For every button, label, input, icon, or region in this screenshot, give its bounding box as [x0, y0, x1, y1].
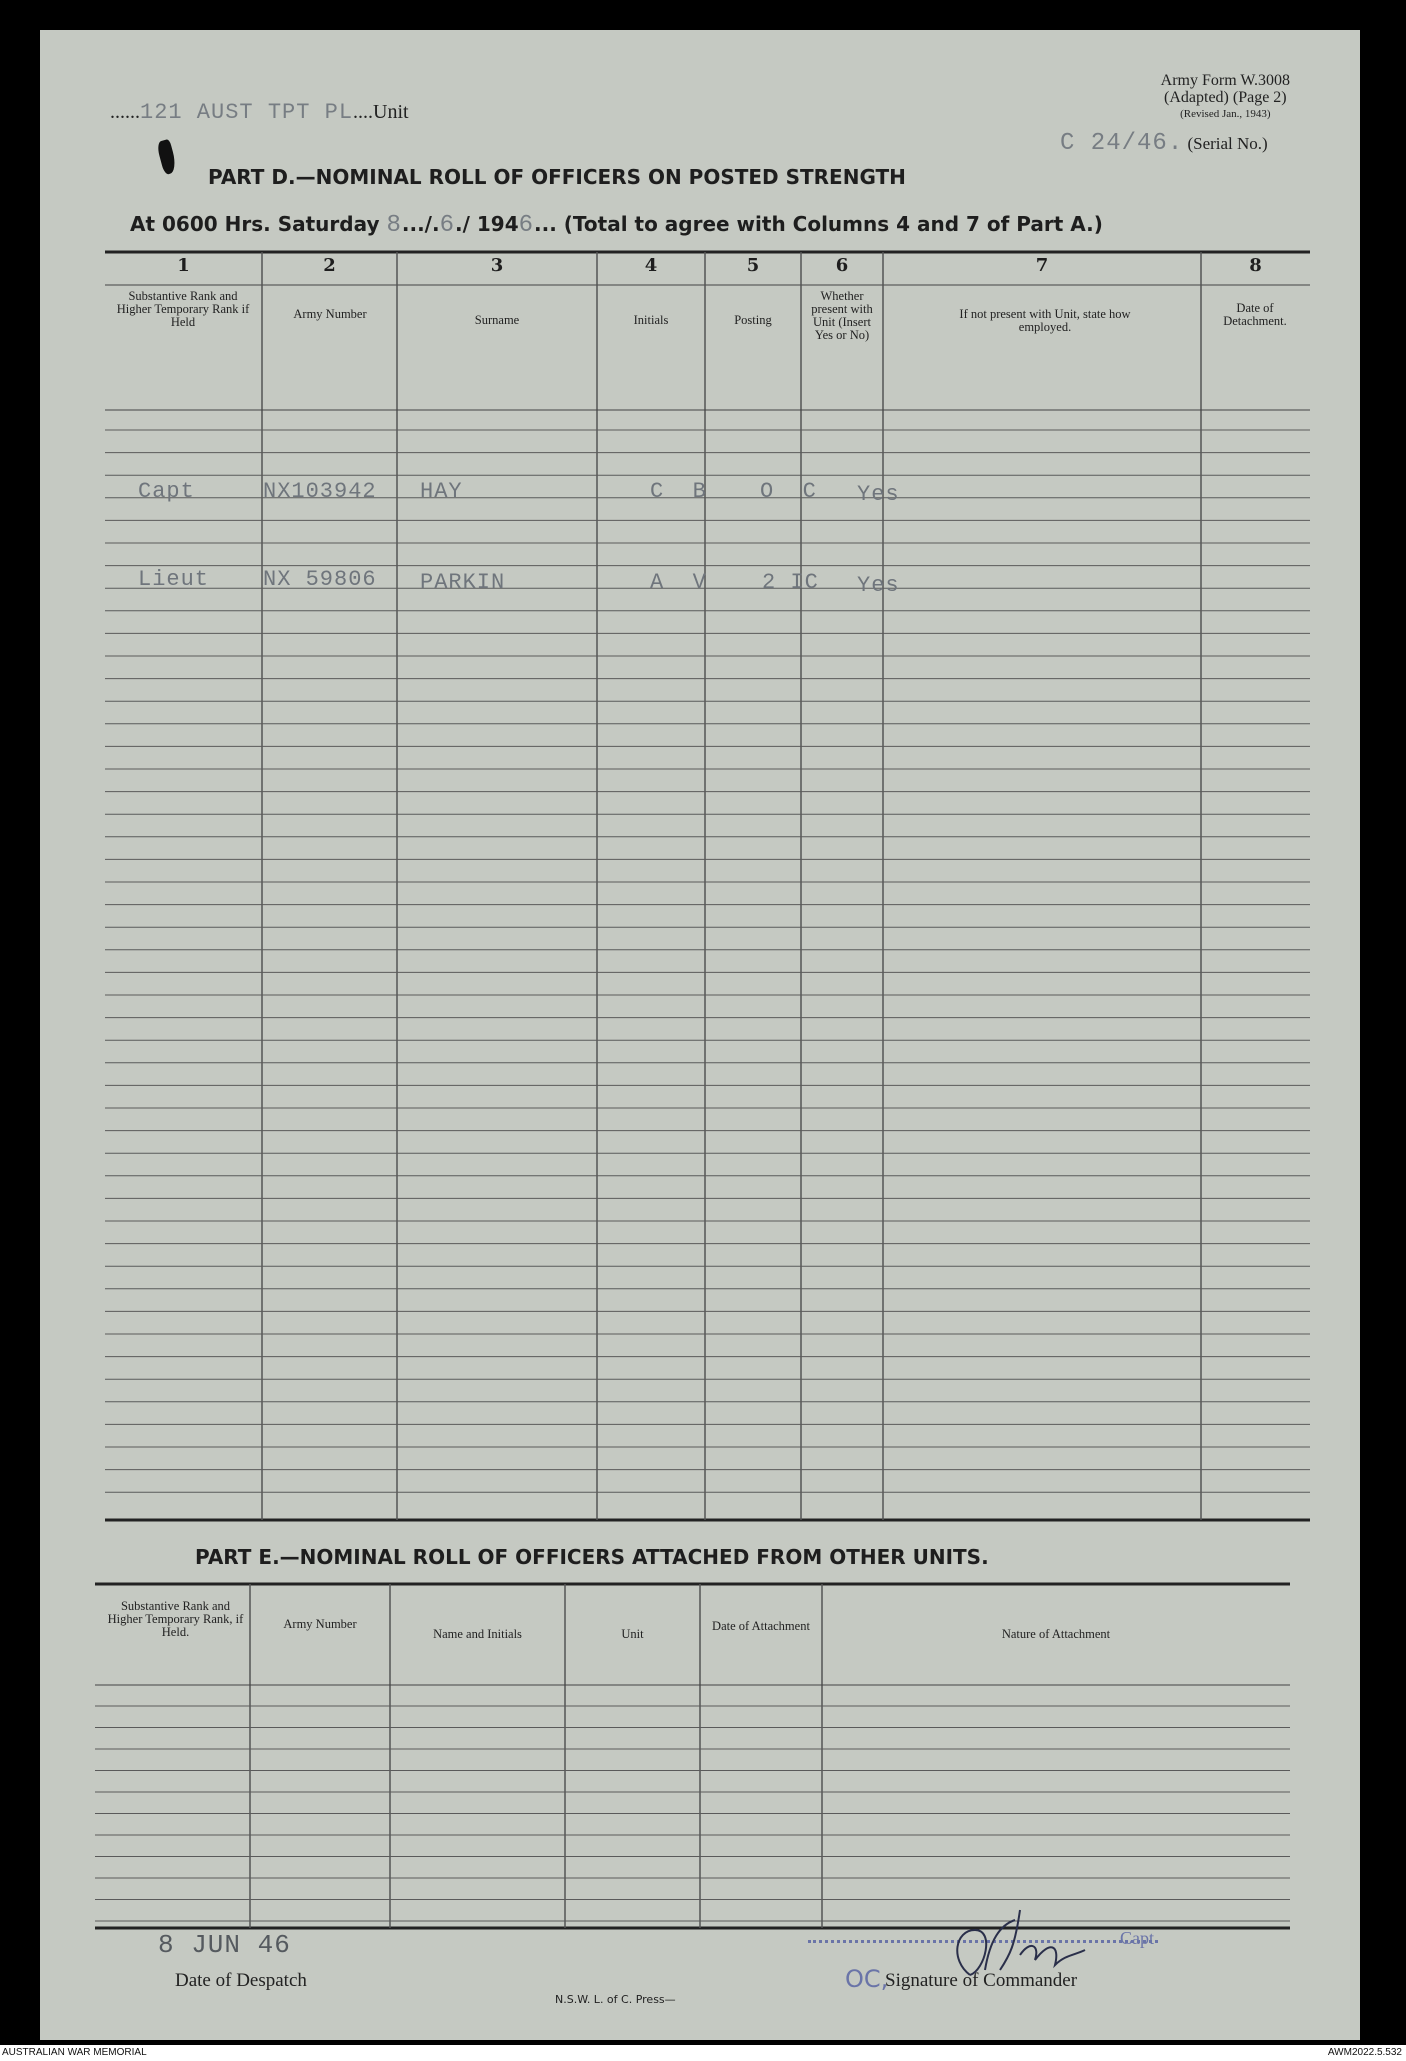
e-head-rank: Substantive Rank and Higher Temporary Rank, if Held. — [107, 1599, 244, 1639]
serial-value: C 24/46. — [1060, 130, 1184, 157]
part-d-date-line: At 0600 Hrs. Saturday 8.../.6./ 1946... (Total to agree with Columns 4 and 7 of Part A.) — [130, 212, 1103, 239]
date-year-prefix: 194 — [476, 212, 519, 236]
part-d-table — [105, 250, 1310, 1522]
row1-present: Yes — [857, 482, 900, 507]
col-head-posting: Posting — [734, 313, 772, 327]
part-d-title: PART D.—NOMINAL ROLL OF OFFICERS ON POSTED STRENGTH — [208, 165, 906, 189]
col-head-present: Whether present with Unit (Insert Yes or No) — [811, 289, 873, 342]
row2-surname: PARKIN — [420, 570, 506, 595]
row1-surname: HAY — [420, 479, 463, 504]
date-month: 6 — [439, 212, 455, 239]
row1-initials: C B — [650, 479, 707, 504]
part-e-table — [95, 1582, 1290, 1932]
unit-dots: ...... — [110, 101, 140, 123]
col-num-2: 2 — [323, 255, 336, 276]
e-head-army-number: Army Number — [283, 1617, 357, 1631]
form-page — [40, 30, 1360, 2040]
punch-mark — [156, 139, 178, 175]
col-head-how-employed: If not present with Unit, state how employed. — [959, 307, 1131, 334]
col-head-rank: Substantive Rank and Higher Temporary Rank if Held — [116, 289, 250, 329]
signature-label: Signature of Commander — [885, 1970, 1078, 1991]
row2-posting: 2 IC — [762, 570, 819, 595]
col-head-detachment: Date of Detachment. — [1223, 301, 1287, 328]
date-prefix: At 0600 Hrs. Saturday — [130, 212, 380, 236]
part-d-grid — [105, 250, 1310, 1522]
col-num-8: 8 — [1249, 255, 1262, 276]
printer-credit: N.S.W. L. of C. Press— — [555, 1993, 676, 2006]
col-num-3: 3 — [490, 255, 504, 276]
row2-initials: A V — [650, 570, 707, 595]
unit-label: ....Unit — [353, 101, 409, 123]
row2-present: Yes — [857, 573, 900, 598]
form-id-block — [1161, 72, 1290, 123]
col-num-5: 5 — [746, 255, 760, 276]
unit-value: 121 AUST TPT PL — [140, 100, 354, 125]
form-revised: (Revised Jan., 1943) — [1180, 108, 1271, 120]
signature-rank: Capt — [1120, 1928, 1154, 1948]
date-note: (Total to agree with Columns 4 and 7 of Part A.) — [563, 212, 1103, 236]
serial-line — [1060, 130, 1268, 157]
col-head-army-number: Army Number — [293, 307, 367, 321]
handwritten-signature — [940, 1900, 1100, 1990]
despatch-label: Date of Despatch — [175, 1970, 307, 1991]
form-number: Army Form W.3008 — [1160, 72, 1290, 89]
col-head-surname: Surname — [474, 313, 520, 327]
e-head-nature: Nature of Attachment — [1001, 1627, 1111, 1641]
e-head-unit: Unit — [621, 1627, 644, 1641]
col-head-initials: Initials — [633, 313, 669, 327]
archive-label: AUSTRALIAN WAR MEMORIAL — [2, 2047, 147, 2058]
date-day: 8 — [386, 212, 402, 239]
signature-prefix: OC, — [845, 1965, 889, 1993]
serial-label: (Serial No.) — [1187, 134, 1268, 153]
e-head-name: Name and Initials — [433, 1627, 522, 1641]
date-year-digit: 6 — [518, 212, 535, 239]
archive-id: AWM2022.5.532 — [1327, 2047, 1402, 2058]
row2-rank: Lieut — [138, 567, 210, 592]
row1-army-number: NX103942 — [263, 479, 377, 504]
unit-line — [110, 100, 409, 125]
form-adapted: (Adapted) (Page 2) — [1164, 89, 1287, 106]
e-head-date: Date of Attachment — [712, 1619, 810, 1633]
col-num-7: 7 — [1035, 255, 1049, 276]
row1-rank: Capt — [138, 479, 195, 504]
despatch-stamp: 8 JUN 46 — [158, 1930, 291, 1960]
col-num-6: 6 — [835, 255, 849, 276]
part-e-title: PART E.—NOMINAL ROLL OF OFFICERS ATTACHED FROM OTHER UNITS. — [195, 1545, 989, 1569]
row1-posting: O C — [760, 479, 817, 504]
row2-army-number: NX 59806 — [263, 567, 377, 592]
col-num-4: 4 — [644, 255, 658, 276]
col-num-1: 1 — [177, 255, 190, 276]
archive-footer — [0, 2045, 1406, 2061]
